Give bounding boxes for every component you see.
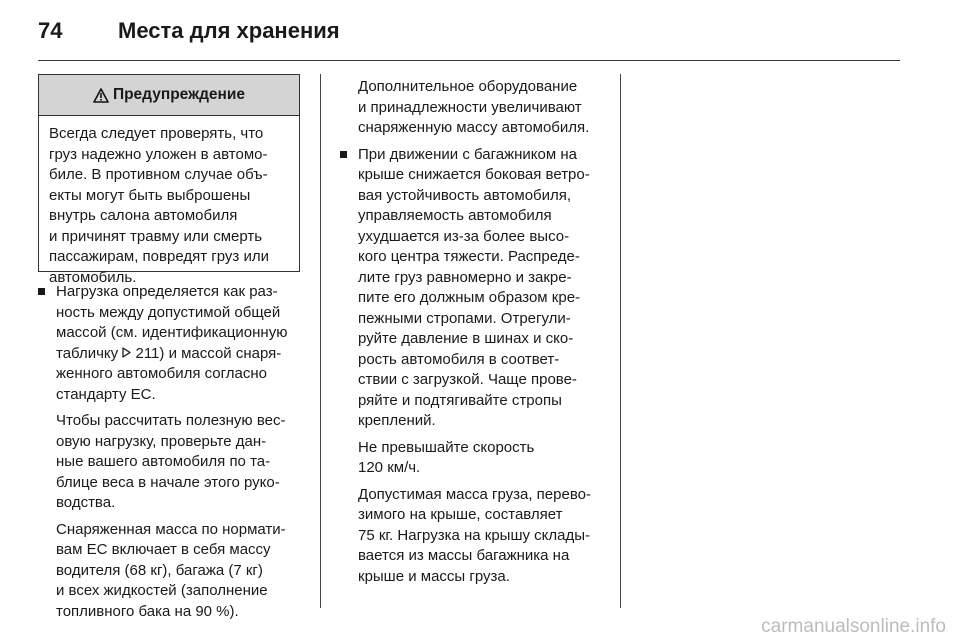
warning-box [38,74,300,286]
page-title: Места для хранения [118,18,340,43]
bullet-load-definition [38,282,310,405]
paragraph-extra-equipment: Дополнительное оборудование и принадлежности увеличивают снаряженную массу автомобиля. [358,78,590,136]
paragraph-roof-load: Допустимая масса груза, перево- зимого на крыше, составляет 75 кг. Нагрузка на крышу склады- вается из массы багажника на крыше и массы груза. [358,485,591,585]
warning-paragraph: Всегда следует проверять, что груз надежно уложен в автомо- биле. В противном случае объ- екты могут быть выброшены внутрь салона автомобиля и причинят травму или смерть пассажирам, повредят груз или автомобиль. [49,125,269,286]
warning-title: Предупреждение [112,86,246,103]
paragraph-speed-limit: Не превышайте скорость 120 км/ч. [358,438,535,476]
load-text-part2: ) и массой снаря- женного автомобиля согласно стандарту ЕС. [56,344,282,403]
bullet-roof-rack [340,145,612,432]
column-divider-left [320,74,321,608]
bullet-roof-text: При движении с багажником на крыше снижается боковая ветро- вая устойчивость автомобиля, управляемость автомобиля ухудшается из-за более высо- кого центра тяжести. Распреде- лите груз равномерно и закре- пите его должным образом кре- пежными стропами. Отрегули- руйте давление в шинах и ско- рость автомобиля в соответ- ствии с загрузкой. Чаще прове- ряйте и подтягивайте стропы креплений. [358,145,590,429]
load-text-part1: Нагрузка определяется как раз- ность между допустимой общей массой (см. идентификационную табличку [56,283,288,362]
page-reference-icon [122,344,131,365]
page-number: 74 [38,18,63,43]
paragraph-curb-weight: Снаряженная масса по нормати- вам ЕС включает в себя массу водителя (68 кг), багажа (7 кг) и всех жидкостей (заполнение топливного бака на 90 %). [56,520,286,620]
warning-header [39,75,299,116]
column-divider-right [620,74,621,608]
load-text-ref: 211 [135,344,160,362]
page-header [38,18,918,48]
left-column [38,282,310,622]
bullet-square-icon [340,151,347,158]
header-divider [38,60,900,61]
right-column [340,77,612,587]
bullet-square-icon [38,288,45,295]
warning-triangle-icon [93,88,109,103]
bullet-load-text [56,282,310,405]
paragraph-calculation: Чтобы рассчитать полезную вес- овую нагрузку, проверьте дан- ные вашего автомобиля по та- блице веса в начале этого руко- водства. [56,412,286,511]
watermark: carmanualsonline.info [761,616,946,637]
warning-text [39,116,299,288]
